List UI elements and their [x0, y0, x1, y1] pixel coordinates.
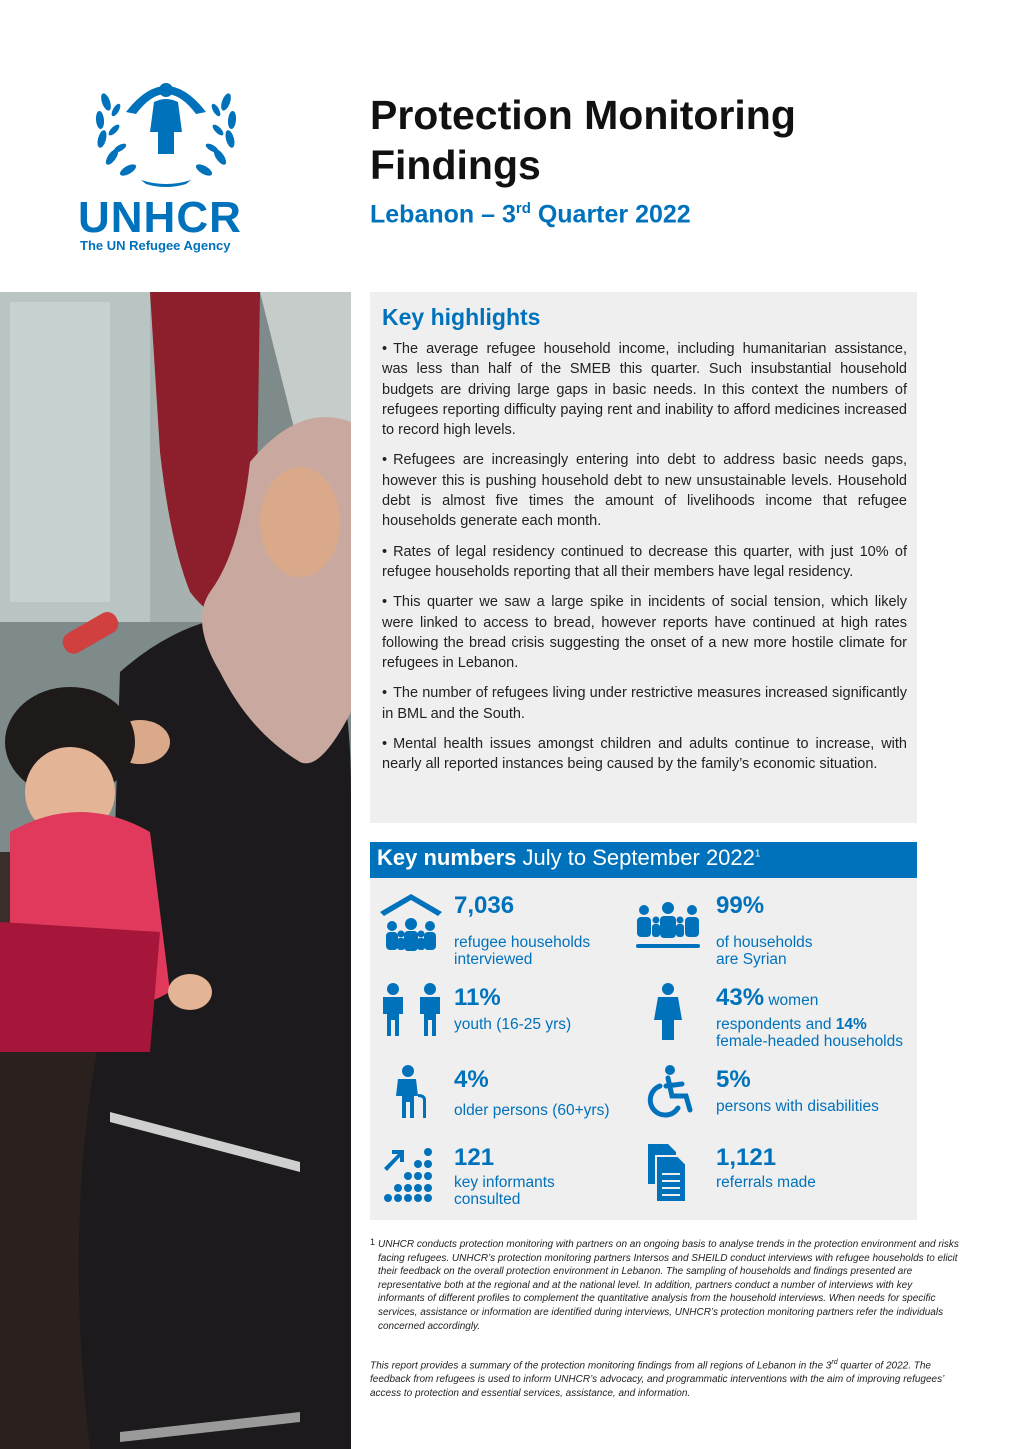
key-numbers-panel	[370, 878, 917, 1220]
stat-older	[378, 1064, 638, 1124]
report-summary: This report provides a summary of the protection monitoring findings from all regions of Lebanon in the 3rd quarter of 2022. The feedback from refugees is used to inform UNHCR’s advocacy, and programmatic interventions with the aim of improving refugees’ access to protection and essential services, assistance, and information.	[370, 1359, 944, 1399]
stat-label: of households	[716, 934, 813, 951]
key-highlights-panel	[370, 292, 917, 823]
highlight-item: • The average refugee household income, including humanitarian assistance, was less than half of the SMEB this quarter. Such insubstantial household budgets are driving large gaps in basic needs. In this context the numbers of refugees reporting difficulty paying rent and inability to afford medicines increased to record high levels.	[382, 341, 907, 439]
footnote-text: UNHCR conducts protection monitoring with partners on an ongoing basis to analyse trends in the protection environment and risks facing refugees. UNHCR’s protection monitoring partners Intersos and SHEILD conduct interviews with refugee households to elicit their feedback on the overall protection environment in Lebanon. The sampling of households and findings presented are representative both at the regional and at the national level. In addition, partners conduct a number of interviews with key informants of different profiles to complement the quantitative analysis from the household interviews. When needs for specific services, assistance or information are identified during interviews, UNHCR’s protection monitoring partners refer the individuals concerned accordingly.	[378, 1239, 959, 1332]
stat-value: 99%	[716, 892, 765, 919]
older-person-icon	[378, 1064, 444, 1120]
unhcr-logo	[78, 62, 253, 262]
key-numbers-heading: Key numbers	[377, 845, 517, 870]
stat-referrals	[632, 1144, 917, 1214]
stat-youth	[378, 982, 638, 1042]
stat-label: interviewed	[454, 951, 533, 968]
key-highlights-heading: Key highlights	[382, 304, 541, 330]
stat-value: 11%	[454, 984, 501, 1011]
woman-icon	[632, 982, 704, 1042]
stat-value: 4%	[454, 1066, 489, 1093]
family-icon	[632, 890, 704, 956]
page-subtitle: Lebanon – 3rd Quarter 2022	[370, 200, 691, 229]
stat-syrian	[632, 890, 912, 968]
stat-label: respondents and 14%	[716, 1016, 867, 1033]
stat-label: refugee households	[454, 934, 591, 951]
highlight-item: • Mental health issues amongst children and adults continue to increase, with nearly all reported instances being caused by the family’s economic situation.	[382, 736, 907, 773]
highlight-item: • The number of refugees living under restrictive measures increased significantly in BML and the South.	[382, 685, 907, 722]
highlight-item: • Refugees are increasingly entering into debt to address basic needs gaps, however this is pushing household debt to new unsustainable levels. Household debt is almost five times the amount of livelihoods income that refugee households generate each month.	[382, 452, 907, 530]
footnote	[370, 1238, 960, 1333]
cover-photo	[0, 292, 351, 1449]
highlight-item: • Rates of legal residency continued to decrease this quarter, with just 10% of refugee households reporting that all their members have legal residency.	[382, 543, 907, 580]
wheelchair-icon	[632, 1064, 704, 1120]
households-icon	[378, 890, 444, 956]
stat-disabilities	[632, 1064, 917, 1124]
logo-wordmark: UNHCR	[78, 193, 242, 242]
stat-label: consulted	[454, 1191, 521, 1208]
stat-value: 121	[454, 1144, 495, 1171]
stat-value: 7,036	[454, 892, 515, 919]
page-title: Protection Monitoring Findings	[370, 92, 796, 188]
stat-label: older persons (60+yrs)	[454, 1102, 610, 1119]
stat-label: key informants	[454, 1174, 555, 1191]
highlight-item: • This quarter we saw a large spike in incidents of social tension, which likely were linked to access to bread, however reports have continued at high rates following the bread crisis suggesting the onset of a new more hostile climate for refugees in Lebanon.	[382, 594, 907, 672]
stat-informants	[378, 1144, 638, 1214]
key-numbers-header	[370, 842, 917, 878]
informants-icon	[378, 1144, 444, 1204]
footnote-mark: 1	[754, 848, 761, 860]
key-numbers-period: July to September 2022	[522, 845, 755, 870]
stat-value: 5%	[716, 1066, 751, 1093]
stat-value: 43% women	[716, 984, 819, 1011]
logo-tagline: The UN Refugee Agency	[80, 238, 231, 253]
youth-icon	[378, 982, 444, 1038]
stat-label: referrals made	[716, 1174, 816, 1191]
stat-label: youth (16-25 yrs)	[454, 1016, 572, 1033]
footnote-number: 1	[370, 1237, 376, 1247]
unhcr-emblem-icon	[86, 62, 246, 192]
documents-icon	[632, 1144, 704, 1204]
stat-women	[632, 982, 917, 1052]
stat-label: are Syrian	[716, 951, 787, 968]
stat-value: 1,121	[716, 1144, 777, 1171]
stat-households	[378, 890, 638, 968]
stat-label: female-headed households	[716, 1033, 903, 1050]
stat-label: persons with disabilities	[716, 1098, 879, 1115]
